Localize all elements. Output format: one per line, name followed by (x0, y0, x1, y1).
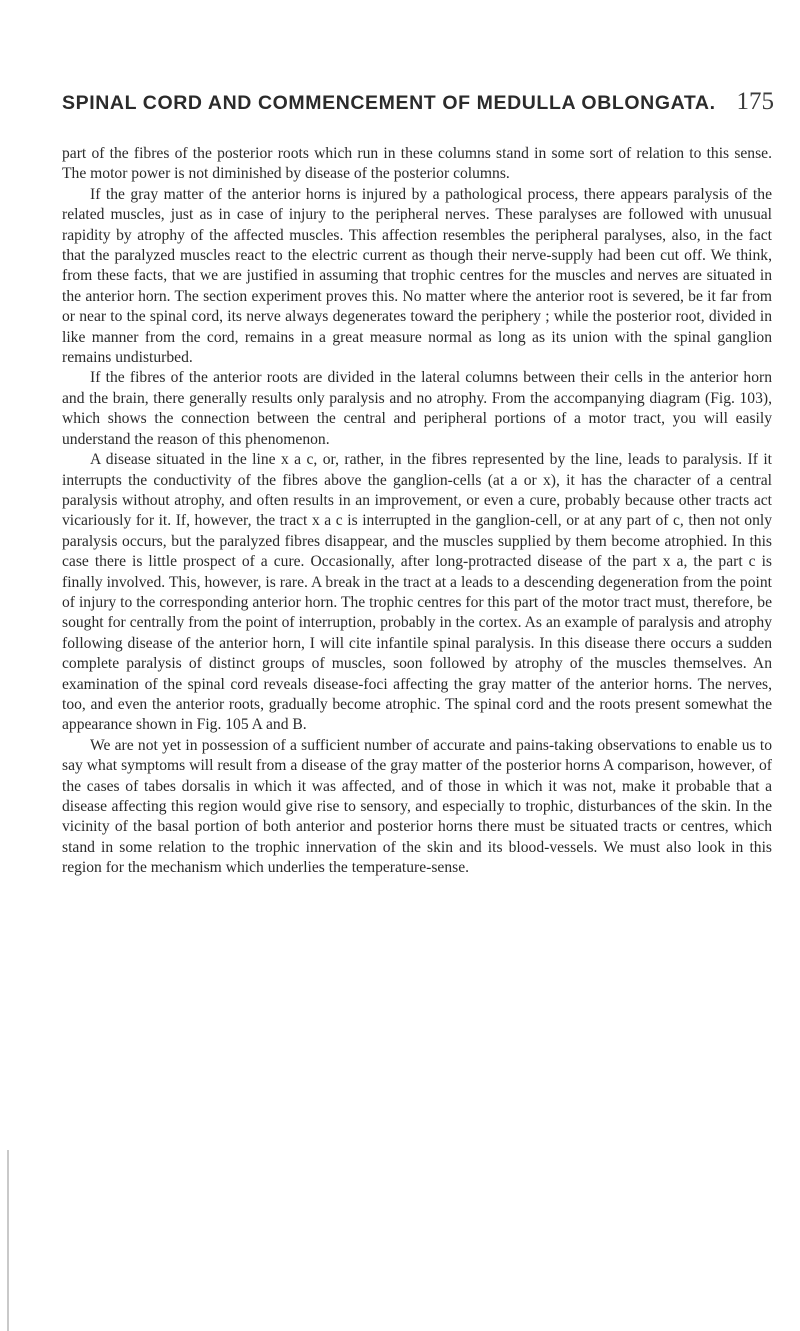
page-number: 175 (736, 88, 774, 115)
running-head (62, 88, 774, 124)
scan-margin-line (7, 1150, 9, 1331)
paragraph-continuation: part of the fibres of the posterior roots which run in these columns stand in some sort of relation to this sense. The motor power is not diminished by disease of the posterior columns. (62, 145, 772, 183)
paragraph-posterior-horns: We are not yet in possession of a sufficient number of accurate and pains-taking observations to enable us to say what symptoms will result from a disease of the gray matter of the posterior horns A comparison, however, of the cases of tabes dorsalis in which it was affected, and of those in which it was not, make it probable that a disease affecting this region would give rise to sensory, and especially to trophic, disturbances of the skin. In the vicinity of the basal portion of both anterior and posterior horns there must be situated tracts or centres, which stand in some relation to the trophic innervation of the skin and its blood-vessels. We must also look in this region for the mechanism which underlies the temperature-sense. (62, 736, 772, 877)
paragraph-line-xac: A disease situated in the line x a c, or, rather, in the fibres represented by the line, leads to paralysis. If it interrupts the conductivity of the fibres above the ganglion-cells (at a or x), it has the character of a central paralysis without atrophy, and often results in an improvement, or even a cure, probably because other tracts act vicariously for it. If, however, the tract x a c is interrupted in the ganglion-cell, or at any part of c, then not only paralysis occurs, but the paralyzed fibres disappear, and the muscles supplied by them become atrophied. In this case there is little prospect of a cure. Occasionally, after long-protracted disease of the part x a, the part c is finally involved. This, however, is rare. A break in the tract at a leads to a descending degeneration from the point of injury to the corresponding anterior horn. The trophic centres for this part of the motor tract must, therefore, be sought for centrally from the point of interruption, probably in the cortex. As an example of paralysis and atrophy following disease of the anterior horn, I will cite infantile spinal paralysis. In this disease there occurs a sudden complete paralysis of distinct groups of muscles, soon followed by atrophy of the muscles themselves. An examination of the spinal cord reveals disease-foci affecting the gray matter of the anterior horns. The nerves, too, and even the anterior roots, gradually become atrophic. The spinal cord and the roots present somewhat the appearance shown in Fig. 105 A and B. (62, 451, 772, 734)
paragraph-anterior-horn-injury: If the gray matter of the anterior horns is injured by a pathological process, there appears paralysis of the related muscles, just as in case of injury to the peripheral nerves. These paralyses are followed with unusual rapidity by atrophy of the affected muscles. This affection resembles the peripheral paralyses, also, in the fact that the paralyzed muscles react to the electric current as though their nerve-supply had been cut off. We think, from these facts, that we are justified in assuming that trophic centres for the muscles and nerves are situated in the anterior horn. The section experiment proves this. No matter where the anterior root is severed, be it far from or near to the spinal cord, its nerve always degenerates toward the periphery ; while the posterior root, divided in like manner from the cord, remains in a great measure normal as long as its union with the spinal ganglion remains undisturbed. (62, 185, 772, 367)
running-title: SPINAL CORD AND COMMENCEMENT OF MEDULLA OBLONGATA. (62, 92, 716, 114)
body-text (62, 144, 772, 879)
paragraph-lateral-columns: If the fibres of the anterior roots are divided in the lateral columns between their cells in the anterior horn and the brain, there generally results only paralysis and no atrophy. From the accompanying diagram (Fig. 103), which shows the connection between the central and peripheral portions of a motor tract, you will easily understand the reason of this phenomenon. (62, 369, 772, 448)
